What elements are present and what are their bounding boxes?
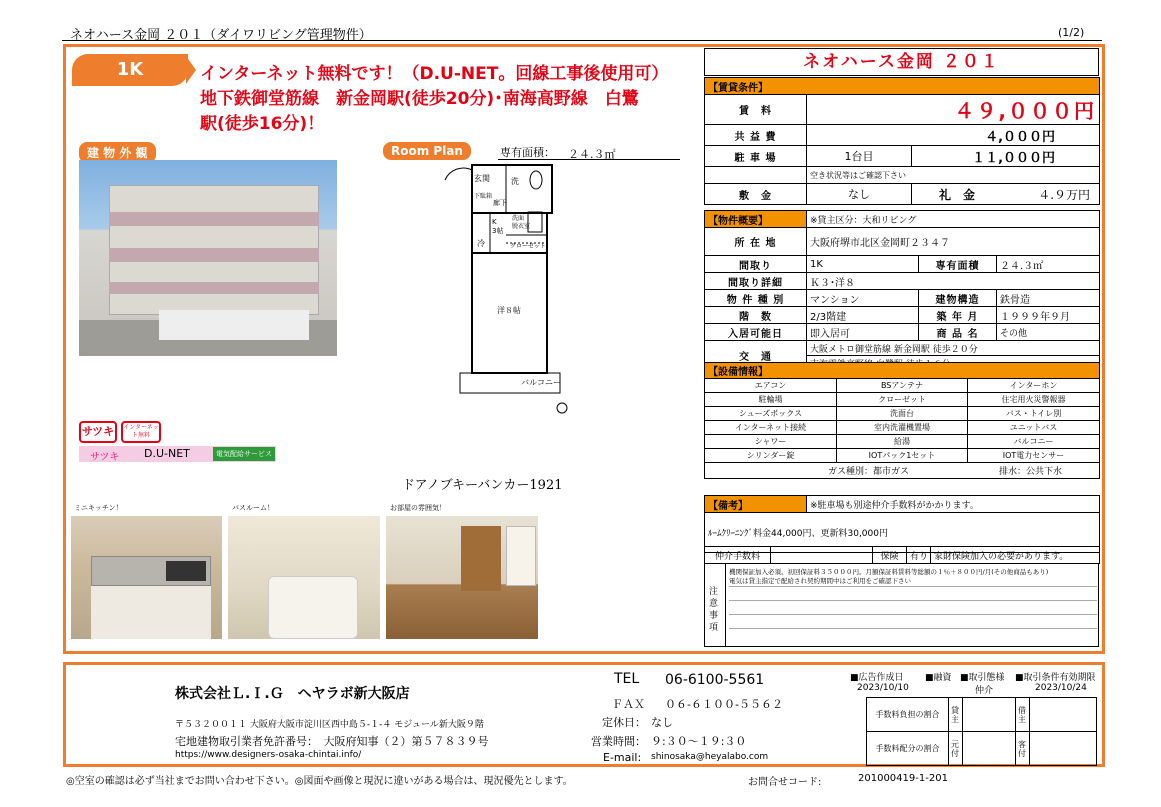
- notes-sub: ※駐車場も別途仲介手数料がかかります。: [807, 496, 1100, 513]
- dunet-name: D.U-NET: [144, 447, 190, 460]
- caution-line-1: 機関保証加入必須。初回保証料３５０００円。月額保証料賃料等総額の１％＋８００円/月(その他商品もあり): [729, 568, 1049, 576]
- layout-label: 間取り: [705, 256, 807, 273]
- equipment-item: 洗面台: [837, 407, 968, 421]
- financing-label: ■融資: [925, 673, 952, 683]
- caution-label: 注意事項: [709, 587, 719, 633]
- key-money-label: 礼 金: [939, 187, 976, 202]
- notes-table: [704, 495, 1100, 553]
- equipment-heading: 【設備情報】: [705, 363, 1100, 379]
- product-label: 商 品 名: [919, 324, 997, 341]
- fee-table: [704, 546, 1100, 564]
- tel-value[interactable]: 06-6100-5561: [665, 672, 765, 688]
- type-value: マンション: [807, 290, 919, 307]
- valid-label: ■取引条件有効期限: [1015, 673, 1096, 683]
- satsuki-logo-text: サツキ: [81, 425, 115, 438]
- satsuki-name: サツキ: [90, 452, 120, 463]
- insurance-value: 有り: [907, 547, 931, 564]
- equipment-item: 給湯: [837, 435, 968, 449]
- address-label: 所 在 地: [705, 228, 807, 256]
- address-value: 大阪府堺市北区金岡町２３４７: [807, 228, 1100, 256]
- equipment-item: 住宅用火災警報器: [968, 393, 1100, 407]
- equipment-item: IOTパック1セット: [837, 449, 968, 463]
- equipment-item: インターホン: [968, 379, 1100, 393]
- kitchen-photo[interactable]: [71, 516, 222, 639]
- email-label: E-mail:: [603, 751, 642, 764]
- photo-caption-bath: バスルーム！: [232, 504, 274, 512]
- terms-table: [704, 77, 1100, 205]
- traffic-line-1: 大阪メトロ御堂筋線 新金岡駅 徒歩２０分: [807, 341, 1100, 356]
- inquiry-label: お問合せコード:: [748, 777, 822, 788]
- plan-label-laundry: 洗: [511, 177, 519, 186]
- lender-class: ※貸主区分：大和リビング: [807, 211, 1100, 228]
- plan-label-kitchen: K 3帖: [492, 218, 504, 235]
- plan-label-shoebox: 下駄箱: [474, 193, 493, 200]
- built-value: １９９９年９月: [997, 307, 1100, 324]
- plan-label-fridge: 冷: [477, 239, 485, 248]
- license-number: 宅地建物取引業者免許番号： 大阪府知事（２）第５７８３９号: [175, 735, 489, 748]
- headline-3: 駅(徒歩16分)！: [200, 114, 325, 134]
- room-photo[interactable]: [386, 516, 538, 639]
- overview-table: [704, 210, 1100, 371]
- valid-date: 2023/10/24: [1035, 683, 1087, 693]
- satsuki-logo: [79, 421, 117, 443]
- product-value: その他: [997, 324, 1100, 341]
- layout-value: 1K: [807, 256, 919, 273]
- notes-text: ﾙｰﾑｸﾘｰﾆﾝｸﾞ料金44,000円、更新料30,000円: [705, 513, 1100, 553]
- fee-split-label: 手数料配分の割合: [867, 732, 949, 766]
- parking-note: 空き状況等はご確認下さい: [807, 167, 1100, 184]
- deposit-label: 敷 金: [705, 184, 807, 205]
- exterior-photo[interactable]: [79, 160, 337, 356]
- notes-heading: 【備考】: [705, 496, 807, 513]
- deal-mode: 仲介: [975, 686, 994, 696]
- structure-value: 鉄骨造: [997, 290, 1100, 307]
- ad-date: 2023/10/10: [857, 683, 909, 693]
- plan-label-balcony: バルコニー: [521, 378, 561, 387]
- caution-box: [704, 563, 1099, 647]
- headline-2: 地下鉄御堂筋線 新金岡駅(徒歩20分)･南海高野線 白鷺: [200, 89, 639, 109]
- area-row-label: 専有面積: [919, 256, 997, 273]
- key-code: ドアノブキーバンカー1921: [402, 478, 563, 493]
- plan-label-hall: 廊下: [493, 199, 507, 207]
- headline-1: インターネット無料です！（D.U-NET。回線工事後使用可）: [200, 64, 669, 84]
- header-rule: [62, 40, 1102, 41]
- hours-label: 営業時間：: [591, 735, 646, 748]
- internet-free-logo-text: インターネット無料: [123, 424, 159, 439]
- equipment-table: [704, 362, 1100, 479]
- equipment-item: エアコン: [705, 379, 837, 393]
- floor-value: 2/3階建: [807, 307, 919, 324]
- structure-label: 建物構造: [919, 290, 997, 307]
- common-value: ４,０００円: [807, 125, 1100, 146]
- tel-label: TEL: [614, 671, 640, 687]
- hours-value: ９:３０～１９:３０: [651, 735, 747, 748]
- plan-label-washroom: 洗面 脱衣室: [512, 215, 531, 230]
- parking-count: 1台目: [807, 146, 912, 167]
- company-address: 〒５３２００１１ 大阪府大阪市淀川区西中島５-１-４ モジュール新大阪９階: [175, 720, 484, 730]
- room-plan-tag: Room Plan: [383, 142, 471, 160]
- built-label: 築 年 月: [919, 307, 997, 324]
- rent-label: 賃 料: [705, 95, 807, 125]
- key-money-value: ４.９万円: [1038, 187, 1091, 202]
- equipment-item: バス・トイレ別: [968, 407, 1100, 421]
- plan-label-closet: クローゼット: [510, 243, 546, 250]
- movein-label: 入居可能日: [705, 324, 807, 341]
- drain-type: 排水：公共下水: [999, 467, 1063, 477]
- inquiry-code: 201000419-1-201: [858, 773, 948, 784]
- equipment-item: シャワー: [705, 435, 837, 449]
- exterior-tag: 建 物 外 観: [79, 142, 156, 163]
- bath-photo[interactable]: [228, 516, 380, 639]
- fee-burden-label: 手数料負担の割合: [867, 698, 949, 732]
- internet-free-logo: [121, 421, 161, 443]
- commission-table: [866, 697, 1097, 766]
- holiday-value: なし: [651, 716, 673, 729]
- holiday-label: 定休日：: [602, 716, 646, 729]
- page-number: (1/2): [1058, 26, 1085, 39]
- ad-date-label: ■広告作成日: [850, 673, 904, 683]
- layout-badge: [72, 54, 188, 86]
- movein-value: 即入居可: [807, 324, 919, 341]
- lessee-label: 借主: [1016, 698, 1030, 732]
- layout-detail-label: 間取り詳細: [705, 273, 807, 290]
- dunet-service: 電気配給サービス: [213, 447, 275, 461]
- parking-label: 駐 車 場: [705, 146, 807, 167]
- gas-type: ガス種別：都市ガス: [828, 467, 910, 477]
- equipment-item: BSアンテナ: [837, 379, 968, 393]
- equipment-item: バルコニー: [968, 435, 1100, 449]
- terms-heading: 【賃貸条件】: [705, 78, 1100, 95]
- traffic-label: 交 通: [705, 341, 807, 371]
- area-row-value: ２４.３㎡: [997, 256, 1100, 273]
- deal-mode-label: ■取引態様: [960, 673, 1005, 683]
- property-name-box: [704, 48, 1099, 76]
- photo-caption-room: お部屋の雰囲気！: [390, 504, 446, 512]
- fax-label: ＦＡＸ: [612, 698, 645, 711]
- equipment-item: シューズボックス: [705, 407, 837, 421]
- caution-line-2: 電気は貸主指定で配給され契約期間中はご利用をご確認下さい: [729, 577, 911, 585]
- insurance-text: 家財保険加入の必要があります。: [931, 547, 1100, 564]
- photo-caption-kitchen: ミニキッチン！: [74, 504, 123, 512]
- area-label: 専有面積：: [500, 146, 555, 159]
- equipment-item: シリンダー錠: [705, 449, 837, 463]
- fee-label: 仲介手数料: [705, 547, 771, 564]
- page-title: ネオハース金岡 ２０１（ダイワリビング管理物件）: [70, 28, 372, 43]
- overview-heading: 【物件概要】: [705, 211, 807, 228]
- plan-label-entrance: 玄関: [474, 174, 490, 183]
- common-label: 共 益 費: [705, 125, 807, 146]
- equipment-item: インターネット接続: [705, 421, 837, 435]
- layout-detail-value: Ｋ３･洋８: [807, 273, 1100, 290]
- floor-label: 階 数: [705, 307, 807, 324]
- client-label: 客付: [1016, 732, 1030, 766]
- origin-label: 元付: [949, 732, 963, 766]
- parking-fee: １１,０００円: [912, 146, 1100, 167]
- email-value[interactable]: shinosaka@heyalabo.com: [651, 752, 769, 762]
- equipment-item: ユニットバス: [968, 421, 1100, 435]
- area-value: ２４.３㎡: [568, 148, 616, 161]
- equipment-item: 駐輪場: [705, 393, 837, 407]
- plan-label-western-room: 洋８帖: [497, 306, 521, 315]
- lessor-label: 貸主: [949, 698, 963, 732]
- insurance-label: 保険: [873, 547, 907, 564]
- equipment-item: クローゼット: [837, 393, 968, 407]
- fax-value: ０６-６１００-５５６２: [665, 698, 783, 711]
- equipment-item: IOT電力センサー: [968, 449, 1100, 463]
- equipment-item: 室内洗濯機置場: [837, 421, 968, 435]
- deposit-value: なし: [807, 184, 912, 205]
- company-url[interactable]: https://www.designers-osaka-chintai.info/: [175, 750, 362, 760]
- disclaimer: ◎空室の確認は必ず当社までお問い合わせ下さい。◎図面や画像と現況に違いがある場合は、現況優先とします。: [66, 776, 573, 787]
- type-label: 物 件 種 別: [705, 290, 807, 307]
- badge-arrow: [186, 56, 196, 84]
- rent-value: ４９,０００円: [807, 95, 1100, 125]
- company-name: 株式会社Ｌ.Ｉ.Ｇ ヘヤラボ新大阪店: [175, 686, 410, 702]
- property-name: ネオハース金岡 ２０１: [803, 52, 1000, 72]
- layout-badge-text: 1K: [116, 59, 144, 80]
